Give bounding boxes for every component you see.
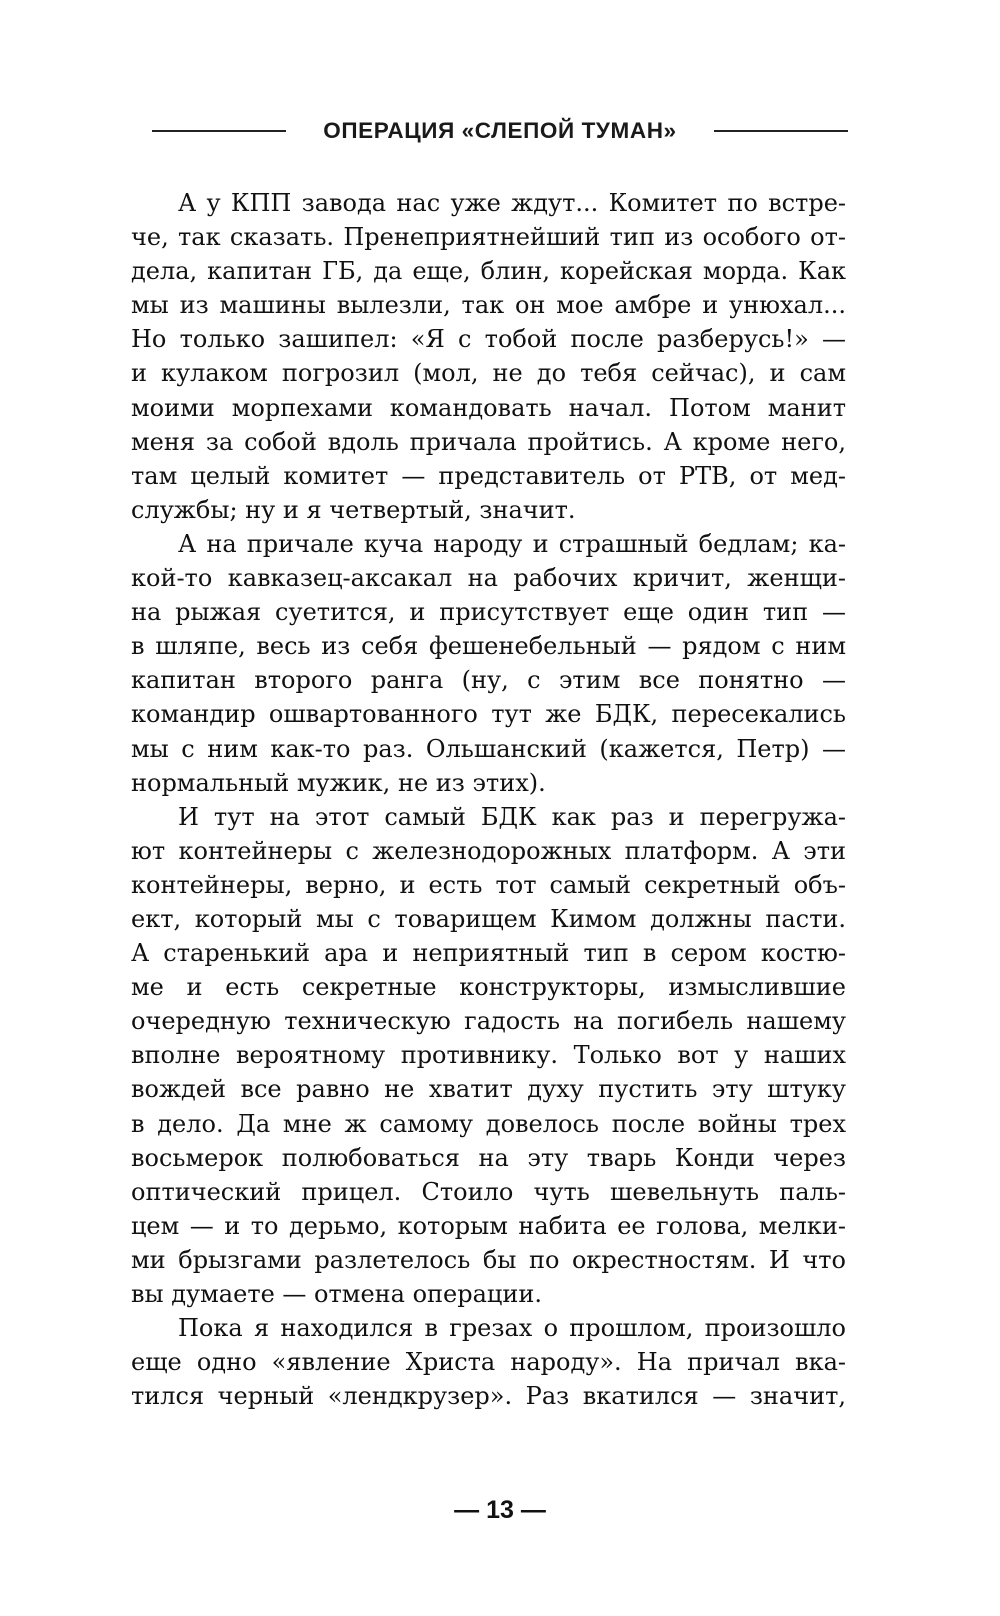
text-line: командир ошвартованного тут же БДК, пересекались [131,700,846,729]
text-line: ют контейнеры с железнодорожных платформ. А эти [131,836,846,865]
text-line: дела, капитан ГБ, да еще, блин, корейская морда. Как [131,257,846,286]
running-header [152,118,848,144]
text-line: че, так сказать. Пренеприятнейший тип из особого от- [131,223,846,252]
text-line: в шляпе, весь из себя фешенебельный — рядом с ним [131,632,846,661]
text-line: ект, который мы с товарищем Кимом должны пасти. [131,904,846,933]
text-line: Пока я находился в грезах о прошлом, произошло [178,1314,846,1343]
text-line: службы; ну и я четвертый, значит. [131,495,576,524]
text-line: вы думаете — отмена операции. [131,1280,542,1308]
header-rule-left [152,130,286,132]
text-line: А старенький ара и неприятный тип в сером костю- [131,939,846,968]
text-line: тился черный «лендкрузер». Раз вкатился — значит, [131,1382,846,1411]
text-line: ме и есть секретные конструкторы, измыслившие [131,973,846,1002]
body-text [131,186,846,1413]
text-line: А на причале куча народу и страшный бедлам; ка- [178,529,846,558]
page-number: — 13 — [454,1496,546,1524]
text-line: восьмерок полюбоваться на эту тварь Конди через [131,1143,846,1172]
text-line: еще одно «явление Христа народу». На причал вка- [131,1348,846,1377]
text-line: на рыжая суетится, и присутствует еще один тип — [131,598,846,627]
text-line: оптический прицел. Стоило чуть шевельнуть паль- [131,1177,846,1206]
text-line: моими морпехами командовать начал. Потом манит [131,393,846,422]
text-line: мы с ним как-то раз. Ольшанский (кажется, Петр) — [131,734,846,763]
text-line: вождей все равно не хватит духу пустить эту штуку [131,1075,846,1104]
chapter-title: ОПЕРАЦИЯ «СЛЕПОЙ ТУМАН» [323,118,677,143]
text-line: в дело. Да мне ж самому довелось после войны трех [131,1109,846,1138]
text-line: ми брызгами разлетелось бы по окрестностям. И что [131,1245,846,1274]
text-line: очередную техническую гадость на погибель нашему [131,1007,846,1036]
text-line: вполне вероятному противнику. Только вот у наших [131,1041,846,1070]
text-line: мы из машины вылезли, так он мое амбре и унюхал... [131,291,846,320]
text-line: И тут на этот самый БДК как раз и перегружа- [178,802,846,831]
text-line: кой-то кавказец-аксакал на рабочих кричит, женщи- [131,564,846,593]
text-line: меня за собой вдоль причала пройтись. А кроме него, [131,427,846,456]
header-rule-right [714,130,848,132]
text-line: контейнеры, верно, и есть тот самый секретный объ- [131,870,846,899]
text-line: капитан второго ранга (ну, с этим все понятно — [131,666,846,695]
text-line: Но только зашипел: «Я с тобой после разберусь!» — [131,325,846,354]
text-line: нормальный мужик, не из этих). [131,768,546,797]
text-line: цем — и то дерьмо, которым набита ее голова, мелки- [131,1211,846,1240]
text-line: и кулаком погрозил (мол, не до тебя сейчас), и сам [131,359,846,388]
text-line: там целый комитет — представитель от РТВ, от мед- [131,461,846,490]
text-line: А у КПП завода нас уже ждут... Комитет по встре- [178,189,846,217]
